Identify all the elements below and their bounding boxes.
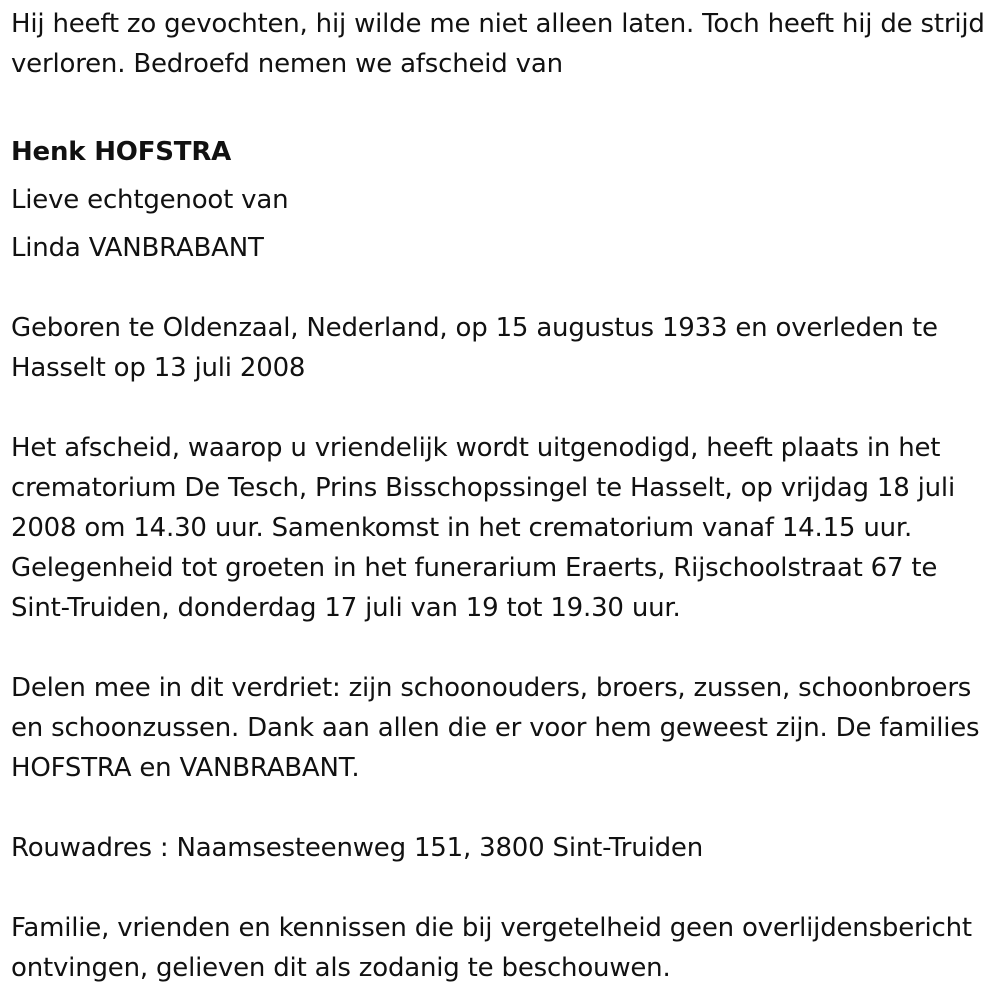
relation-label: Lieve echtgenoot van (11, 185, 289, 215)
birth-death-paragraph: Geboren te Oldenzaal, Nederland, op 15 augustus 1933 en overleden te Hasselt op 13 juli 2008 (11, 313, 938, 383)
spouse-name: Linda VANBRABANT (11, 233, 264, 263)
spacer (11, 84, 991, 124)
intro-paragraph: Hij heeft zo gevochten, hij wilde me niet alleen laten. Toch heeft hij de strijd verloren. Bedroefd nemen we afscheid van (11, 9, 985, 79)
address-line: Rouwadres : Naamsesteenweg 151, 3800 Sint-Truiden (11, 833, 703, 863)
spacer (11, 388, 991, 428)
spacer (11, 268, 991, 308)
family-paragraph: Delen mee in dit verdriet: zijn schoonouders, broers, zussen, schoonbroers en schoonzussen. Dank aan allen die er voor hem geweest zijn. De families HOFSTRA en VANBRABANT. (11, 673, 980, 783)
spacer (11, 788, 991, 828)
ceremony-paragraph: Het afscheid, waarop u vriendelijk wordt uitgenodigd, heeft plaats in het crematorium De Tesch, Prins Bisschopssingel te Hasselt, op vrijdag 18 juli 2008 om 14.30 uur. Samenkomst in het crematorium vanaf 14.15 uur. Gelegenheid tot groeten in het funerarium Eraerts, Rijschoolstraat 67 te Sint-Truiden, donderdag 17 juli van 19 tot 19.30 uur. (11, 433, 955, 623)
notice-paragraph: Familie, vrienden en kennissen die bij vergetelheid geen overlijdensbericht ontvingen, gelieven dit als zodanig te beschouwen. (11, 913, 972, 983)
obituary-text (11, 4, 991, 988)
spacer (11, 868, 991, 908)
spacer (11, 628, 991, 668)
deceased-name: Henk HOFSTRA (11, 137, 232, 167)
